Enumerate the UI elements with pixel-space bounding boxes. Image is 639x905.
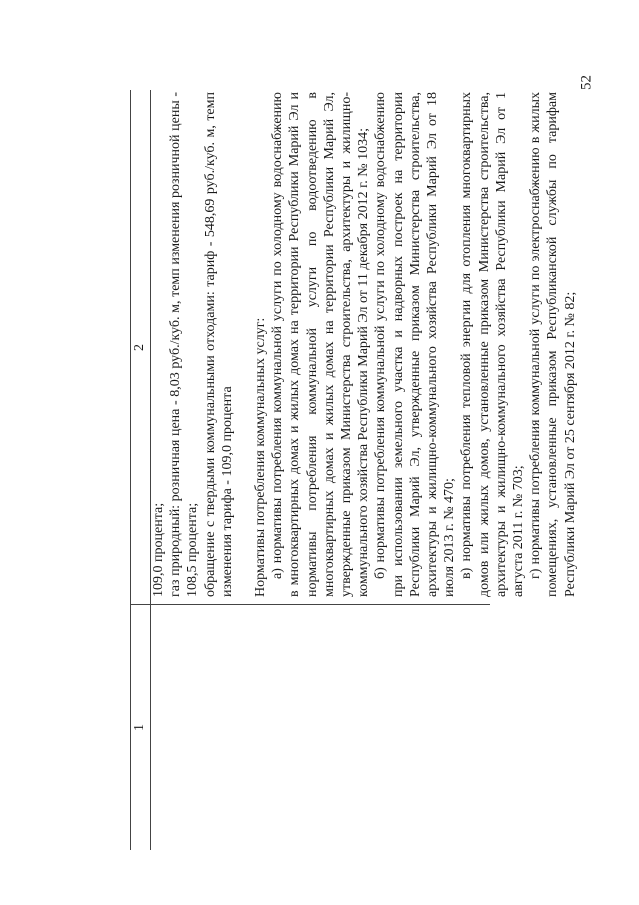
norm-item: в) нормативы потребления тепловой энергии для отопления многоквартирных домов или жилых домов, установленные приказом Министерства строительства, архитектуры и жилищно-коммунального хозяйства Республики Марий Эл от 1 августа 2011 г. № 703; (459, 92, 527, 597)
norm-item: а) нормативы потребления коммунальной услуги по холодному водоснабжению в многоквартирных домах и жилых домах на территории Республики Марий Эл и нормативы потребления коммунальной услуги по водоотведению в многоквартирных домах и жилых домах на территории Республики Марий Эл, утвержденные приказом Министерства строительства, архитектуры и жилищно-коммунального хозяйства Республики Марий Эл от 11 декабря 2012 г. № 1034; (270, 92, 372, 597)
table-top-border (130, 90, 131, 850)
table-cell-content (150, 92, 579, 597)
table-column-divider (130, 604, 490, 605)
tariff-line: 109,0 процента; (151, 502, 166, 597)
tariff-line: газ природный: розничная цена - 8,03 руб./куб. м, темп изменения розничной цены - 108,5 процента; (168, 92, 201, 597)
column-header-1: 1 (132, 724, 147, 731)
tariff-line: обращение с твердыми коммунальными отходами: тариф - 548,69 руб./куб. м, темп изменения тарифа - 109,0 процента (202, 92, 235, 597)
norm-item: б) нормативы потребления коммунальной услуги по холодному водоснабжению при использовании земельного участка и надворных построек на территории Республики Марий Эл, утвержденные приказом Министерства строительства, архитектуры и жилищно-коммунального хозяйства Республики Марий Эл от 18 июля 2013 г. № 470; (373, 92, 458, 597)
norm-item: г) нормативы потребления коммунальной услуги по электроснабжению в жилых помещениях, установленные приказом Республиканской службы по тарифам Республики Марий Эл от 25 сентября 2012 г. № 82; (528, 92, 578, 597)
rotated-table (130, 90, 578, 850)
page-number: 52 (578, 75, 595, 90)
section-title: Нормативы потребления коммунальных услуг: (253, 317, 269, 597)
column-header-2: 2 (132, 344, 147, 351)
